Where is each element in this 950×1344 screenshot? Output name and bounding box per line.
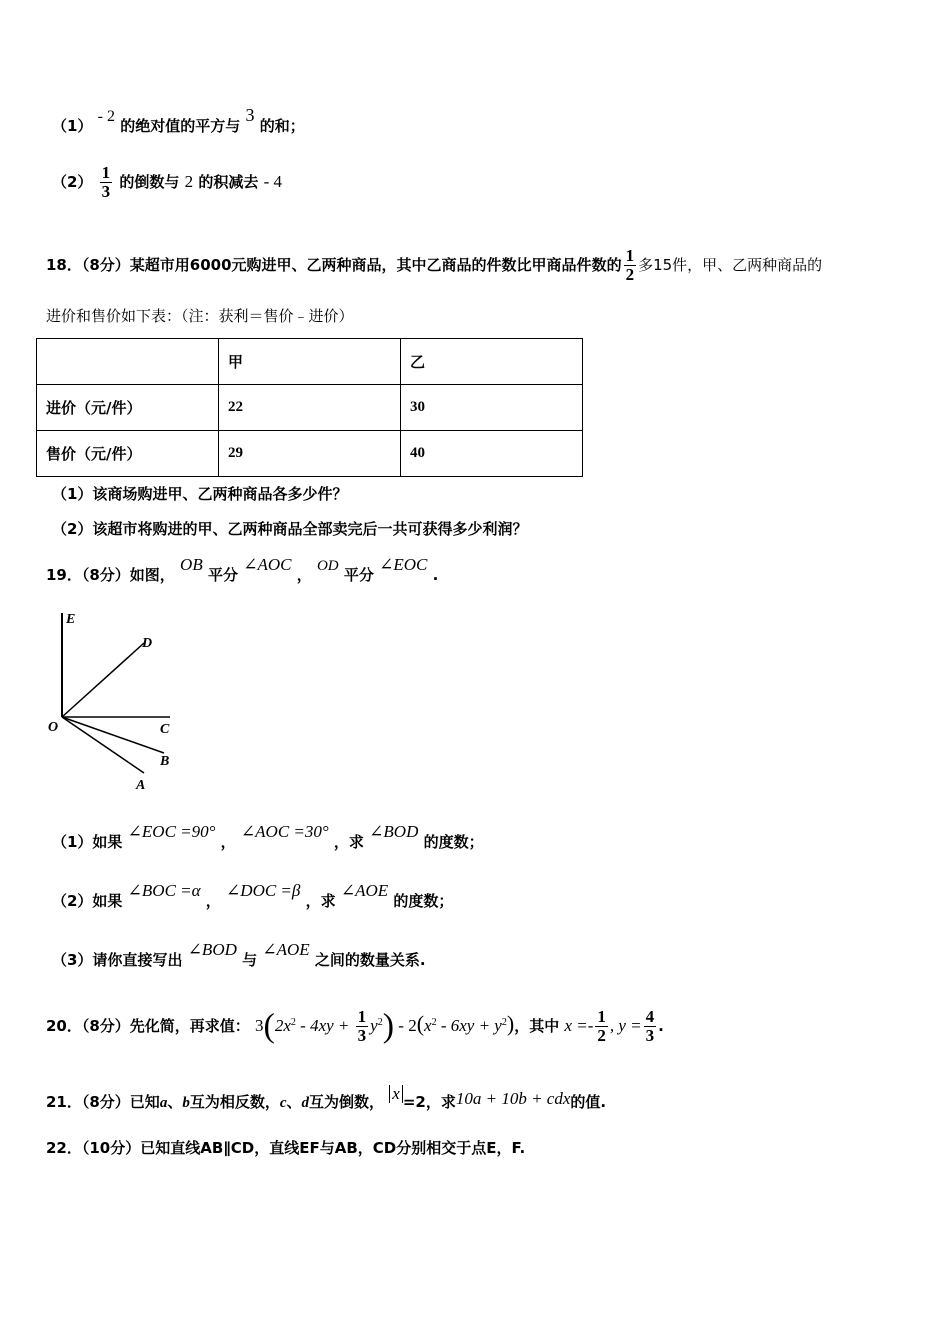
- q21-expr: 10a + 10b + cdx: [455, 1089, 571, 1108]
- label-e: E: [66, 612, 76, 627]
- q19-sub1-sep2: ，求: [333, 833, 364, 851]
- table-row: [37, 431, 583, 477]
- q17-part2-text2: 的积减去: [198, 173, 259, 191]
- q18-sub2: （2）该超市将购进的甲、乙两种商品全部卖完后一共可获得多少利润？: [52, 520, 528, 538]
- label-b: B: [160, 754, 170, 769]
- q21-d: d: [301, 1095, 310, 1111]
- q21-t3: =2，求: [402, 1093, 456, 1111]
- q19-sub3-m2: ∠AOE: [262, 940, 310, 959]
- q21-dun1: 、: [167, 1093, 183, 1111]
- paren-open-2: (: [416, 1011, 425, 1036]
- q19-eoc: ∠EOC: [379, 555, 428, 574]
- q19-aoc: ∠AOC: [243, 555, 292, 574]
- q17-part1-text2: 的和；: [259, 117, 305, 135]
- q20-sup-a: 2: [290, 1017, 296, 1028]
- q19-sub3-m1: ∠BOD: [187, 940, 237, 959]
- q21-t2: 互为倒数，: [309, 1093, 385, 1111]
- table-cell: 29: [219, 431, 401, 477]
- paren-open: (: [263, 1007, 275, 1045]
- ray-od: [62, 643, 144, 717]
- q19-sub1-sep1: ，: [220, 833, 236, 851]
- q17-part2: [52, 163, 282, 201]
- q20-yeq: , y =: [609, 1016, 642, 1035]
- q20-frac: [356, 1008, 369, 1045]
- table-cell: 40: [401, 431, 583, 477]
- q19-ob: OB: [180, 555, 203, 574]
- q17-part1-label: （1）: [52, 117, 93, 135]
- table-row: [37, 385, 583, 431]
- q17-part1-neg2: - 2: [97, 108, 115, 125]
- q20-expr-a: 3: [255, 1016, 264, 1035]
- q17-part1-text1: 的绝对值的平方与: [120, 117, 241, 135]
- q21-c: c: [279, 1095, 287, 1111]
- q20-pre: 20．（8分）先化简，再求值：: [46, 1017, 250, 1035]
- q19-sub3-pre: （3）请你直接写出: [52, 951, 183, 969]
- paren-close-2: ): [506, 1011, 515, 1036]
- q21-a: a: [159, 1095, 168, 1111]
- q20: [46, 1000, 664, 1050]
- q18-frac-num: 1: [625, 246, 635, 265]
- q20-sup-b: 2: [377, 1017, 383, 1028]
- q17-part1-three: 3: [245, 105, 255, 125]
- q20-expr-e: - 2: [394, 1016, 417, 1035]
- q20-end: .: [658, 1017, 664, 1035]
- q20-y-frac: [644, 1008, 657, 1045]
- price-table: [36, 338, 583, 477]
- q22: 22．（10分）已知直线AB∥CD，直线EF与AB，CD分别相交于点E，F.: [46, 1139, 526, 1157]
- table-cell: 售价（元/件）: [37, 431, 219, 477]
- q20-frac-num: 1: [357, 1007, 367, 1026]
- paren-close: ): [382, 1007, 395, 1045]
- q20-y-den: 3: [645, 1026, 655, 1045]
- q19-sub1-m2: ∠AOC =30°: [240, 822, 329, 841]
- q20-expr-d: y: [370, 1016, 378, 1035]
- label-d: D: [142, 636, 153, 651]
- q19-sub1: [52, 822, 484, 852]
- q19-bisect2: 平分: [343, 566, 374, 584]
- q20-y-num: 4: [645, 1007, 655, 1026]
- q19-sub2-post: 的度数；: [393, 892, 454, 910]
- q19-sub2: [52, 881, 454, 911]
- q19-bisect1: 平分: [207, 566, 238, 584]
- q19-sub3-post: 之间的数量关系.: [314, 951, 426, 969]
- table-cell: 30: [401, 385, 583, 431]
- q19-intro: [46, 555, 439, 586]
- q19-sub1-pre: （1）如果: [52, 833, 123, 851]
- q20-expr-c: - 4xy +: [295, 1016, 354, 1035]
- table-cell: [37, 339, 219, 385]
- q20-x-den: 2: [597, 1026, 606, 1045]
- ray-oa: [62, 717, 144, 773]
- q17-part2-label: （2）: [52, 173, 93, 191]
- q21-t1: 互为相反数，: [189, 1093, 280, 1111]
- q19-sub2-m1: ∠BOC =α: [127, 881, 201, 900]
- q19-sub3-mid: 与: [242, 951, 258, 969]
- q17-part2-two: 2: [184, 172, 194, 191]
- q19-sub2-pre: （2）如果: [52, 892, 123, 910]
- q18-fraction: [624, 247, 637, 284]
- q20-sup-c: 2: [431, 1017, 437, 1028]
- q19-period: .: [432, 566, 439, 584]
- q20-frac-den: 3: [357, 1026, 367, 1045]
- q19-sub2-sep1: ，: [205, 892, 221, 910]
- table-cell: 22: [219, 385, 401, 431]
- q19-sub3: [52, 940, 426, 970]
- q18-intro: [46, 243, 822, 287]
- q21-pre: 21．（8分）已知: [46, 1093, 160, 1111]
- q18-line2: 进价和售价如下表：（注：获利＝售价﹣进价）: [46, 307, 354, 325]
- q19-sub1-m1: ∠EOC =90°: [127, 822, 216, 841]
- q19-comma: ，: [296, 566, 312, 584]
- label-c: C: [160, 722, 170, 737]
- q19-intro-pre: 19．（8分）如图，: [46, 566, 175, 584]
- q21-abs-x: x: [389, 1085, 403, 1103]
- q20-sup-d: 2: [501, 1017, 507, 1028]
- q19-sub2-m2: ∠DOC =β: [226, 881, 301, 900]
- q20-x-frac: [595, 1008, 608, 1045]
- label-o: O: [48, 720, 59, 735]
- ray-ob: [62, 717, 164, 753]
- q20-expr-f: x: [424, 1016, 432, 1035]
- q19-od: OD: [316, 558, 339, 574]
- q20-mid: ，其中: [514, 1017, 560, 1035]
- q17-part2-fraction: [100, 164, 113, 201]
- q20-x-num: 1: [597, 1007, 606, 1026]
- q17-part2-frac-den: 3: [101, 182, 111, 201]
- q18-frac-den: 2: [625, 265, 635, 284]
- table-cell: 乙: [401, 339, 583, 385]
- q20-expr-b: 2x: [274, 1016, 291, 1035]
- q19-sub1-m3: ∠BOD: [369, 822, 419, 841]
- q19-sub1-post: 的度数；: [423, 833, 484, 851]
- q21: [46, 1084, 607, 1113]
- q19-sub2-m3: ∠AOE: [340, 881, 389, 900]
- q21-dun2: 、: [286, 1093, 302, 1111]
- q17-part1: [52, 105, 305, 137]
- angle-figure: [40, 605, 180, 795]
- label-a: A: [136, 778, 146, 793]
- table-cell: 甲: [219, 339, 401, 385]
- q17-part2-frac-num: 1: [101, 163, 111, 182]
- q21-b: b: [182, 1095, 190, 1111]
- q18-intro-b: 多15件，甲、乙两种商品的: [638, 256, 823, 274]
- q17-part2-text1: 的倒数与: [119, 173, 180, 191]
- q20-expr-g: - 6xy + y: [436, 1016, 502, 1035]
- q18-intro-a: 18．（8分）某超市用6000元购进甲、乙两种商品，其中乙商品的件数比甲商品件数的: [46, 256, 622, 274]
- q18-sub1: （1）该商场购进甲、乙两种商品各多少件？: [52, 485, 348, 503]
- q21-post: 的值.: [570, 1093, 607, 1111]
- table-cell: 进价（元/件）: [37, 385, 219, 431]
- table-header-row: [37, 339, 583, 385]
- q17-part2-neg4: - 4: [263, 172, 283, 191]
- q20-xeq: x =-: [564, 1016, 594, 1035]
- q19-sub2-sep2: ，求: [305, 892, 336, 910]
